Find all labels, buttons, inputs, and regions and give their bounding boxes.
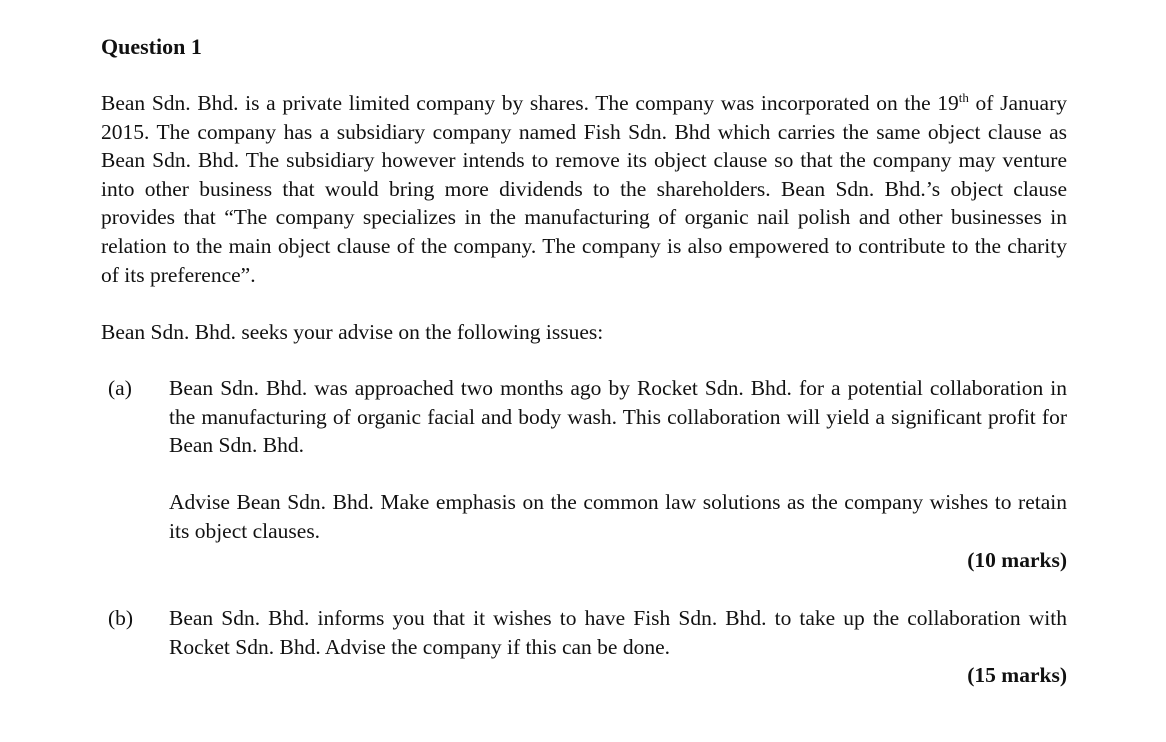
question-intro-paragraph — [101, 89, 1067, 289]
intro-text-end: of January 2015. The company has a subsidiary company named Fish Sdn. Bhd which carries the same object clause as Bean Sdn. Bhd. The subsidiary however intends to remove its object clause so that the company may venture into other business that would bring more dividends to the shareholders. Bean Sdn. Bhd.’s object clause provides that “The company specializes in the manufacturing of organic nail polish and other businesses in relation to the main object clause of the company. The company is also empowered to contribute to the charity of its preference”. — [101, 91, 1067, 287]
question-title: Question 1 — [101, 34, 202, 59]
issues-lead-in: Bean Sdn. Bhd. seeks your advise on the following issues: — [101, 320, 604, 344]
part-a-text: Bean Sdn. Bhd. was approached two months ago by Rocket Sdn. Bhd. for a potential collaboration in the manufacturing of organic facial and body wash. This collaboration will yield a significant profit for Bean Sdn. Bhd. — [169, 376, 1067, 458]
part-b-marks: (15 marks) — [967, 663, 1067, 687]
part-a-label: (a) — [108, 376, 132, 400]
part-a-advice: Advise Bean Sdn. Bhd. Make emphasis on the common law solutions as the company wishes to retain its object clauses. — [169, 490, 1067, 543]
intro-text-start: Bean Sdn. Bhd. is a private limited company by shares. The company was incorporated on the 19 — [101, 91, 959, 115]
part-a-marks: (10 marks) — [967, 548, 1067, 572]
part-b-label: (b) — [108, 606, 134, 630]
part-b-text: Bean Sdn. Bhd. informs you that it wishes to have Fish Sdn. Bhd. to take up the collaboration with Rocket Sdn. Bhd. Advise the company if this can be done. — [169, 606, 1067, 659]
ordinal-suffix: th — [958, 90, 969, 105]
